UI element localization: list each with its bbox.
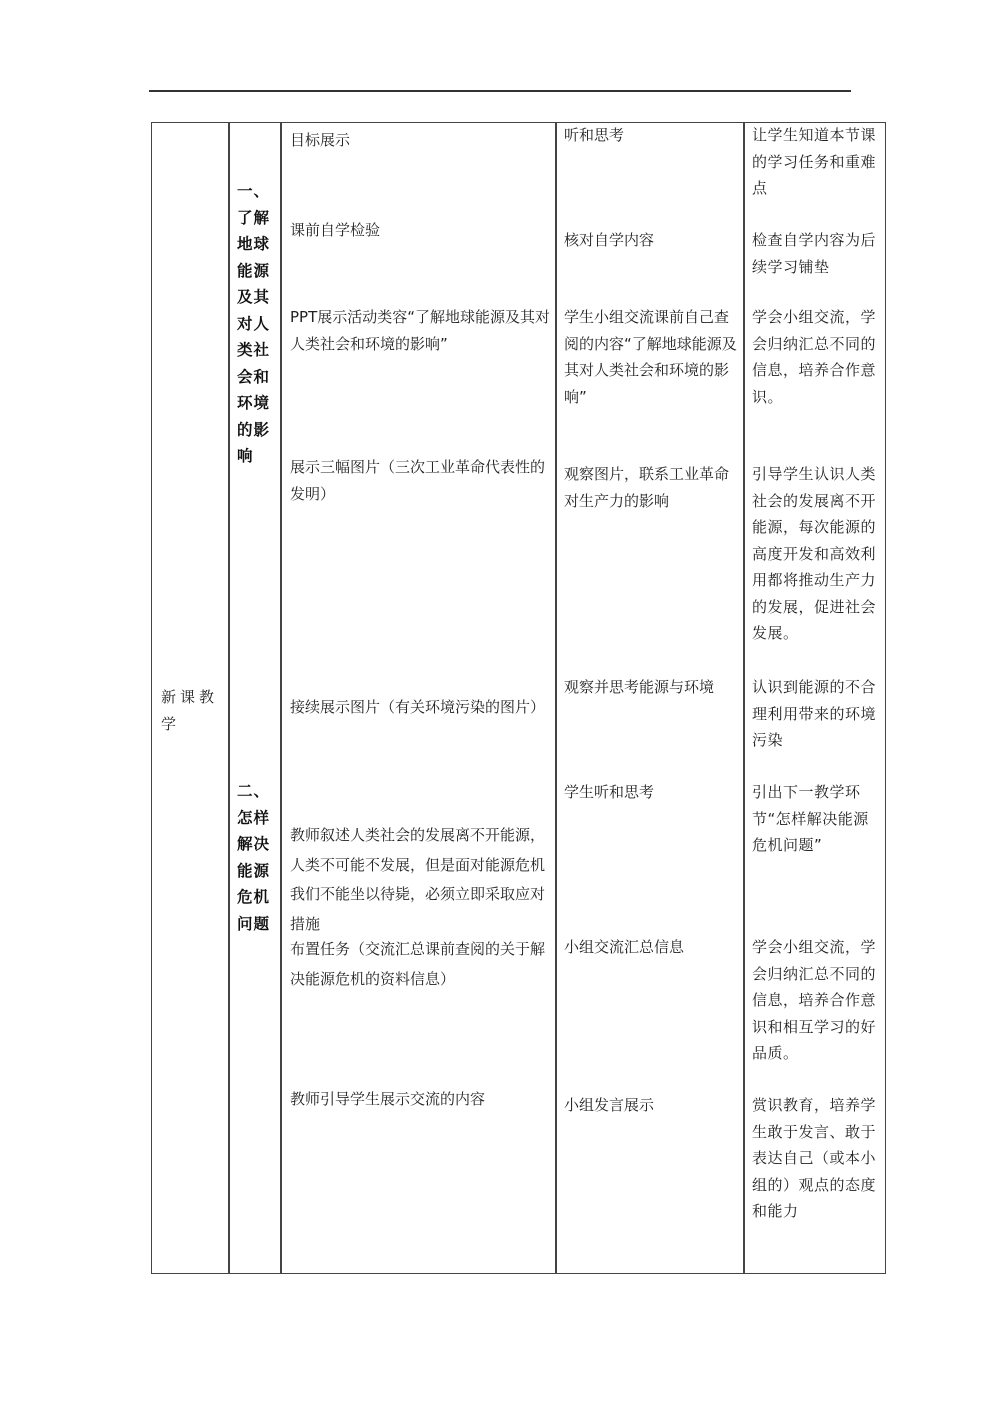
teacher-activity: PPT展示活动类容“了解地球能源及其对人类社会和环境的影响” (290, 308, 551, 353)
design-intent: 引导学生认识人类社会的发展离不开能源，每次能源的高度开发和高效利用都将推动生产力的发展，促进社会发展。 (752, 465, 877, 642)
title-line: 怎样 (237, 808, 271, 827)
teacher-activity: 接续展示图片（有关环境污染的图片） (290, 698, 546, 716)
column-divider (228, 123, 230, 1273)
design-intent: 赏识教育，培养学生敢于发言、敢于表达自己（或本小组的）观点的态度和能力 (752, 1096, 877, 1220)
student-activity: 听和思考 (564, 126, 625, 144)
teacher-activity: 布置任务（交流汇总课前查阅的关于解决能源危机的资料信息） (290, 940, 546, 988)
column-divider (743, 123, 745, 1273)
section-2-title (237, 778, 275, 937)
teacher-activity: 教师引导学生展示交流的内容 (290, 1090, 486, 1108)
design-intent: 认识到能源的不合理利用带来的环境污染 (752, 678, 877, 749)
student-activity: 学生小组交流课前自己查阅的内容“了解地球能源及其对人类社会和环境的影响” (564, 308, 737, 406)
teacher-activity: 目标展示 (290, 131, 351, 149)
teacher-activity: 展示三幅图片（三次工业革命代表性的发明） (290, 458, 546, 503)
title-line: 二、 (237, 782, 271, 800)
stage-label: 新课教学 (161, 688, 219, 733)
title-line: 地球 (237, 235, 271, 253)
title-line: 环境 (237, 394, 271, 412)
title-line: 对人 (237, 314, 271, 333)
title-line: 解决 (237, 835, 271, 853)
design-intent: 学会小组交流，学会归纳汇总不同的信息，培养合作意识。 (752, 308, 877, 406)
student-activity: 小组交流汇总信息 (564, 938, 685, 956)
student-activity: 观察图片，联系工业革命对生产力的影响 (564, 465, 730, 510)
student-activity: 核对自学内容 (564, 231, 655, 249)
design-intent: 让学生知道本节课的学习任务和重难点 (752, 126, 877, 197)
title-line: 危机 (237, 888, 271, 906)
title-line: 了解 (237, 208, 271, 227)
title-line: 类社 (237, 341, 271, 359)
student-activity: 学生听和思考 (564, 783, 655, 801)
title-line: 能源 (237, 261, 271, 280)
title-line: 会和 (237, 367, 271, 386)
teacher-activity: 课前自学检验 (290, 221, 381, 239)
lesson-plan-table (151, 122, 886, 1274)
student-activity: 小组发言展示 (564, 1096, 655, 1114)
design-intent: 引出下一教学环节“怎样解决能源危机问题” (752, 783, 869, 854)
title-line: 及其 (237, 288, 271, 306)
title-line: 响 (237, 447, 254, 465)
title-line: 一、 (237, 182, 271, 200)
teacher-activity: 教师叙述人类社会的发展离不开能源，人类不可能不发展，但是面对能源危机我们不能坐以待毙，必须立即采取应对措施 (290, 826, 546, 933)
title-line: 问题 (237, 914, 271, 933)
header-rule (149, 90, 851, 92)
column-divider (280, 123, 282, 1273)
section-1-title (237, 178, 275, 470)
title-line: 的影 (237, 420, 271, 439)
title-line: 能源 (237, 861, 271, 880)
design-intent: 检查自学内容为后续学习铺垫 (752, 231, 877, 276)
design-intent: 学会小组交流，学会归纳汇总不同的信息，培养合作意识和相互学习的好品质。 (752, 938, 877, 1062)
column-divider (555, 123, 557, 1273)
student-activity: 观察并思考能源与环境 (564, 678, 715, 696)
